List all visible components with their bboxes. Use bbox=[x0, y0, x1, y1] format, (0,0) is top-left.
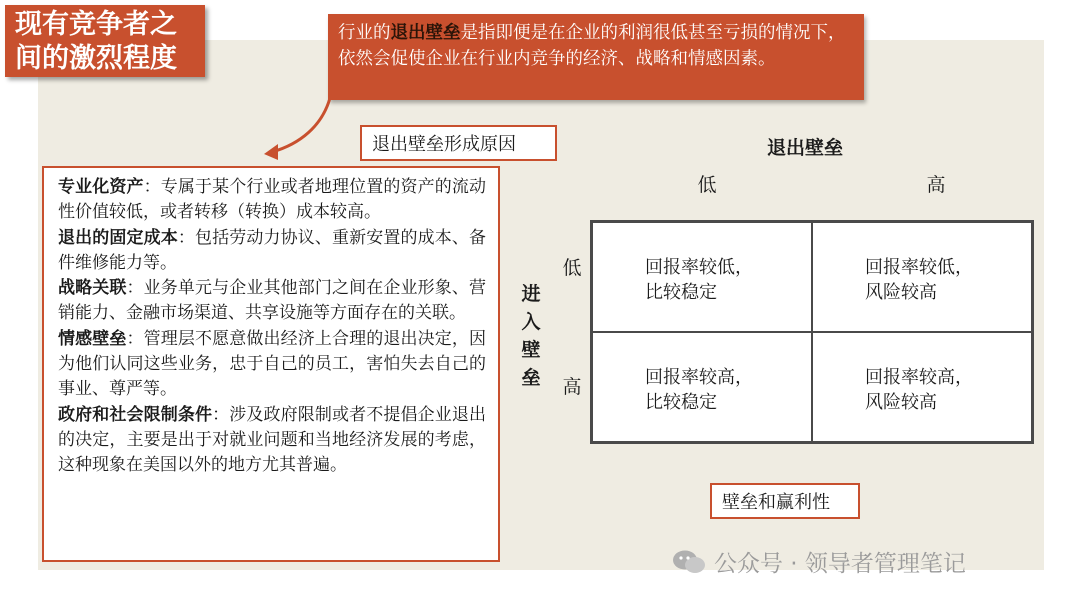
reason-item-emotional-barriers bbox=[58, 327, 486, 403]
callout-text-after: 是指即便是在企业的利润很低甚至亏损的情况下，依然会促使企业在行业内竞争的经济、战略和情感因素。 bbox=[338, 23, 846, 69]
definition-callout bbox=[328, 14, 864, 100]
cell-line: 比较稳定 bbox=[645, 282, 717, 303]
barrier-matrix bbox=[590, 220, 1034, 444]
cell-line: 回报率较低， bbox=[645, 257, 753, 278]
matrix-cell-high-entry-high-exit bbox=[812, 332, 1032, 442]
reason-item-government-restrictions bbox=[58, 403, 486, 479]
reason-term: 政府和社会限制条件 bbox=[58, 404, 213, 425]
entry-high-label: 高 bbox=[562, 376, 582, 398]
reason-desc: ：涉及政府限制或者不提倡企业退出的决定，主要是出于对就业问题和当地经济发展的考虑，这种现象在美国以外的地方尤其普遍。 bbox=[58, 404, 486, 476]
reason-term: 情感壁垒 bbox=[58, 328, 127, 349]
cell-line: 风险较高 bbox=[865, 282, 937, 303]
cell-line: 风险较高 bbox=[865, 392, 937, 413]
exit-barrier-reasons-label: 退出壁垒形成原因 bbox=[360, 125, 557, 161]
reason-item-strategic-links bbox=[58, 276, 486, 327]
entry-barrier-axis-title: 进入壁垒 bbox=[521, 283, 541, 389]
reason-term: 战略关联 bbox=[58, 278, 127, 299]
cell-line: 比较稳定 bbox=[645, 392, 717, 413]
page-title: 现有竞争者之 间的激烈程度 bbox=[5, 5, 205, 77]
matrix-cell-high-entry-low-exit bbox=[592, 332, 812, 442]
matrix-cell-low-entry-high-exit bbox=[812, 222, 1032, 332]
callout-text-before: 行业的 bbox=[338, 23, 391, 43]
wechat-icon bbox=[672, 549, 706, 575]
callout-arrow-icon bbox=[260, 96, 340, 166]
barrier-profitability-label: 壁垒和赢利性 bbox=[710, 483, 860, 519]
reason-term: 退出的固定成本 bbox=[58, 227, 178, 248]
reason-desc: ：管理层不愿意做出经济上合理的退出决定，因为他们认同这些业务，忠于自己的员工，害怕失去自己的事业、尊严等。 bbox=[58, 328, 486, 400]
exit-low-label: 低 bbox=[697, 174, 717, 196]
matrix-cell-low-entry-low-exit bbox=[592, 222, 812, 332]
reason-desc: ：专属于某个行业或者地理位置的资产的流动性价值较低，或者转移（转换）成本较高。 bbox=[58, 177, 486, 223]
reason-desc: ：包括劳动力协议、重新安置的成本、备件维修能力等。 bbox=[58, 227, 486, 273]
watermark-text: 公众号 · 领导者管理笔记 bbox=[714, 551, 966, 577]
exit-high-label: 高 bbox=[926, 174, 946, 196]
reason-desc: ：业务单元与企业其他部门之间在企业形象、营销能力、金融市场渠道、共享设施等方面存在的关联。 bbox=[58, 278, 486, 324]
exit-barrier-axis-title: 退出壁垒 bbox=[766, 137, 843, 159]
reason-item-fixed-costs bbox=[58, 226, 486, 277]
reason-term: 专业化资产 bbox=[58, 177, 144, 197]
exit-barrier-reasons-list bbox=[42, 166, 500, 562]
watermark bbox=[672, 545, 966, 578]
cell-line: 回报率较高， bbox=[865, 367, 973, 388]
reason-item-specialized-assets bbox=[58, 175, 486, 226]
cell-line: 回报率较低， bbox=[865, 257, 973, 278]
callout-highlight: 退出壁垒 bbox=[390, 23, 461, 43]
cell-line: 回报率较高， bbox=[645, 367, 753, 388]
entry-low-label: 低 bbox=[562, 257, 582, 279]
